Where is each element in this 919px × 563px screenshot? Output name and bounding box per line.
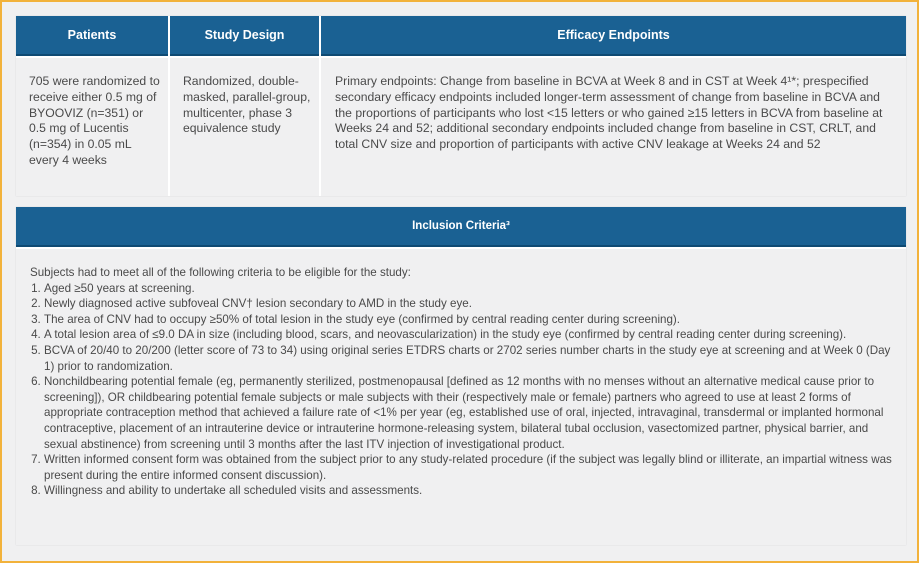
- inclusion-criteria-list: [30, 281, 892, 499]
- criteria-item: 7. Written informed consent form was obtained from the subject prior to any study-related procedure (if the subject was legally blind or illiterate, an impartial witness was present during the entire informed consent discussion).: [44, 452, 892, 483]
- criteria-item: 3. The area of CNV had to occupy ≥50% of total lesion in the study eye (confirmed by central reading center during screening).: [44, 312, 892, 328]
- study-overview-table: [16, 16, 906, 196]
- inclusion-criteria-title: Inclusion Criteria³: [16, 207, 906, 247]
- header-study-design: Study Design: [170, 16, 319, 56]
- criteria-item: 1. Aged ≥50 years at screening.: [44, 281, 892, 297]
- header-patients: Patients: [16, 16, 168, 56]
- criteria-item: 6. Nonchildbearing potential female (eg, permanently sterilized, postmenopausal [defined as 12 months with no menses without an alternative medical cause prior to screening]), OR childbearing potential female subjects or male subjects with their (respectively male or female) partners who agreed to use at least 2 forms of appropriate contraception method that achieved a failure rate of <1% per year (eg, established use of oral, injected, intravaginal, transdermal or implanted hormonal contraceptive, placement of an intrauterine device or intrauterine hormone-releasing system, bilateral tubal occlusion, vasectomized partner, physical barrier, and sexual abstinence) from screening until 3 months after the last ITV injection of investigational product.: [44, 374, 892, 452]
- inclusion-intro: Subjects had to meet all of the following criteria to be eligible for the study:: [30, 266, 411, 279]
- inclusion-criteria-body: [16, 249, 906, 545]
- criteria-item: 2. Newly diagnosed active subfoveal CNV† lesion secondary to AMD in the study eye.: [44, 296, 892, 312]
- criteria-item: 5. BCVA of 20/40 to 20/200 (letter score of 73 to 34) using original series ETDRS charts or 2702 series number charts in the study eye at screening and at Week 0 (Day 1) prior to randomization.: [44, 343, 892, 374]
- criteria-item: 8. Willingness and ability to undertake all scheduled visits and assessments.: [44, 483, 892, 499]
- inclusion-criteria-panel: [16, 207, 906, 545]
- criteria-item: 4. A total lesion area of ≤9.0 DA in size (including blood, scars, and neovascularization) in the study eye (confirmed by central reading center during screening).: [44, 327, 892, 343]
- cell-patients: 705 were randomized to receive either 0.5 mg of BYOOVIZ (n=351) or 0.5 mg of Lucentis (n=354) in 0.05 mL every 4 weeks: [16, 58, 168, 196]
- cell-study-design: Randomized, double-masked, parallel-group, multicenter, phase 3 equivalence study: [170, 58, 319, 196]
- header-efficacy-endpoints: Efficacy Endpoints: [321, 16, 906, 56]
- table-header-row: [16, 16, 906, 56]
- cell-efficacy-endpoints: Primary endpoints: Change from baseline in BCVA at Week 8 and in CST at Week 4¹*; prespecified secondary efficacy endpoints included longer-term assessment of change from baseline in BCVA and the proportions of participants who lost <15 letters or who gained ≥15 letters in BCVA from baseline at Weeks 24 and 52; additional secondary endpoints included change from baseline in CST, CRLT, and total CNV size and proportion of participants with active CNV leakage at Weeks 24 and 52: [321, 58, 906, 196]
